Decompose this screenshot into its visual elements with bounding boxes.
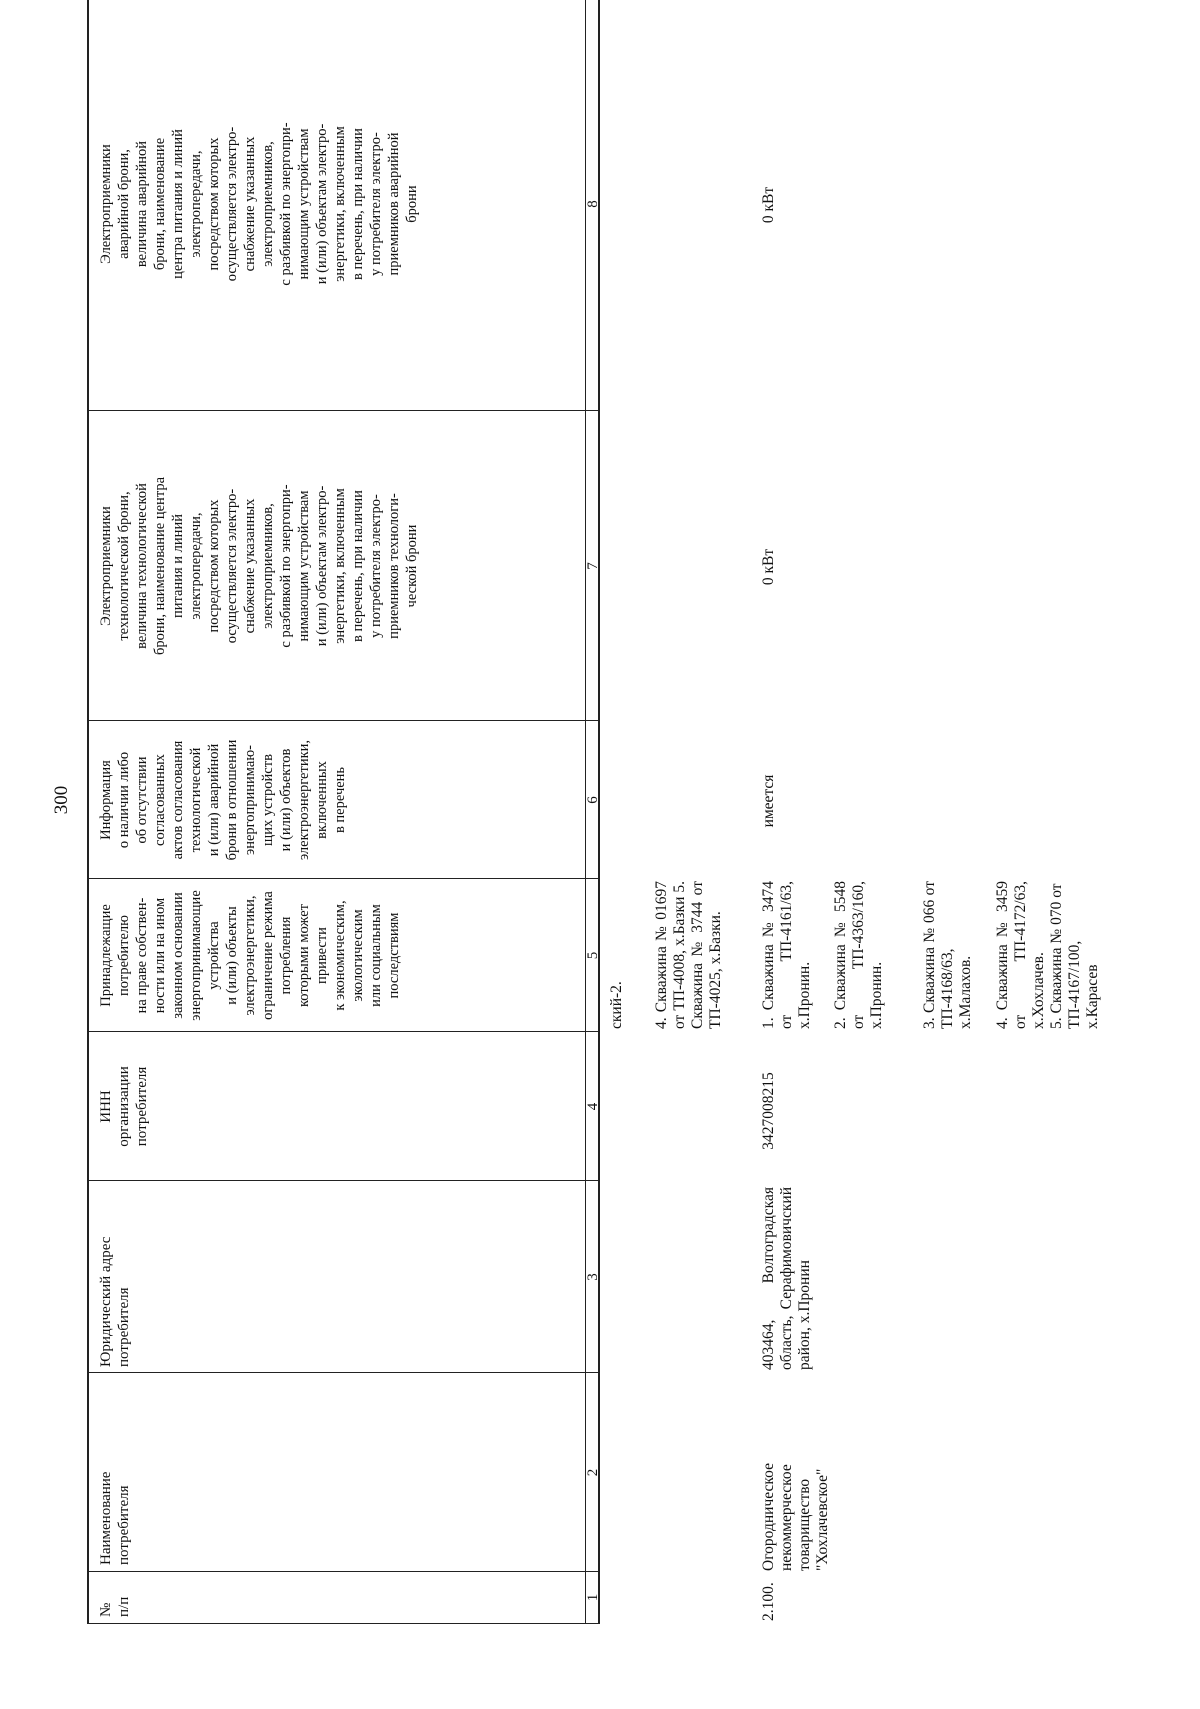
equipment-item-3: 3. Скважина № 066 от ТП-4168/63, х.Малахов. (921, 881, 974, 1029)
equipment-item-1: 1. Скважина № 3474 от ТП-4161/63, х.Пронин. (760, 881, 813, 1029)
legal-address: 403464, Волгоградская область, Серафимовичский район, х.Пронин (760, 1187, 813, 1370)
header-col-5: Принадлежащие потребителю на праве собствен- ности или на ином законном основании энергопринимающие устройства и (или) объекты электроэнергетики, ограничение режима потребления которыми может привести к экономическим, экологическим или социальным последствиям (98, 890, 402, 1021)
tech-reserve-value: 0 кВт (760, 548, 777, 586)
header-col-1: № п/п (98, 1596, 132, 1617)
continuation-item-4: 4. Скважина № 01697 от ТП-4008, х.Базки 5. Скважина № 3744 от ТП-4025, х.Базки. (653, 881, 724, 1029)
column-number-7: 7 (585, 562, 601, 570)
equipment-item-5: 5. Скважина № 070 от ТП-4167/100, х.Карасев (1048, 883, 1101, 1029)
header-col-4: ИНН организации потребителя (98, 1066, 150, 1147)
header-col-2: Наименование потребителя (98, 1471, 132, 1565)
consumer-name: Огородническое некоммерческое товарищество "Хохлачевское" (760, 1463, 831, 1571)
header-col-6: Информация о наличии либо об отсутствии согласованных актов согласования технологической и (или) аварийной брони в отношении энергопринимаю- щих устройств и (или) объектов электроэнергетики, включенных в перечень (98, 739, 348, 861)
column-number-1: 1 (585, 1593, 601, 1602)
emergency-reserve-value: 0 кВт (760, 186, 777, 224)
column-number-3: 3 (585, 1273, 601, 1281)
table-header (87, 0, 600, 1624)
column-number-2: 2 (585, 1468, 601, 1477)
row-number: 2.100. (760, 1582, 777, 1621)
acts-info: имеется (760, 774, 777, 828)
column-number-5: 5 (585, 951, 601, 960)
continuation-fragment: ский-2. (608, 981, 625, 1029)
column-number-8: 8 (585, 200, 601, 208)
column-number-4: 4 (585, 1102, 601, 1111)
page-number: 300 (51, 785, 72, 815)
header-col-8: Электроприемники аварийной брони, величина аварийной брони, наименование центра питания и линий электропередачи, посредством которых осуществляется электро- снабжение указанных электроприемников, с разбивкой по энергопри- нимающим устройствам и (или) объектам электро- энергетики, включенным в перечень, при наличии у потребителя электро- приемников аварийной брони (98, 122, 420, 286)
header-col-7: Электроприемники технологической брони, величина технологической брони, наименование центра питания и линий электропередачи, посредством которых осуществляется электро- снабжение указанных электроприемников, с разбивкой по энергопри- нимающим устройствам и (или) объектам электро- энергетики, включенным в перечень, при наличии у потребителя электро- приемников технологи- ческой брони (98, 476, 420, 656)
equipment-item-4: 4. Скважина № 3459 от ТП-4172/63, х.Хохлачев. (994, 881, 1047, 1029)
column-number-6: 6 (585, 796, 601, 804)
equipment-item-2: 2. Скважина № 5548 от ТП-4363/160, х.Пронин. (832, 881, 885, 1029)
inn: 3427008215 (760, 1072, 777, 1150)
header-col-3: Юридический адрес потребителя (98, 1236, 132, 1367)
